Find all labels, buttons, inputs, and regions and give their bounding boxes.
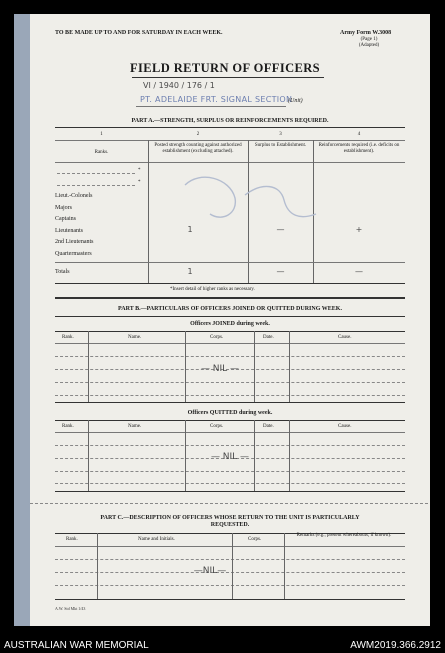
totals-reinforcements: — (355, 267, 363, 276)
part-b-heading-rule (55, 316, 405, 317)
col-number-4: 4 (357, 132, 361, 137)
part-b-top-rule (55, 297, 405, 299)
rank-captains: Captains (55, 216, 76, 222)
footer-accession-number: AWM2019.366.2912 (350, 640, 441, 651)
joined-divider-1 (88, 331, 89, 402)
quitted-divider-1 (88, 420, 89, 491)
return-number: VI / 1940 / 176 / 1 (143, 81, 215, 90)
totals-label: Totals (55, 269, 70, 275)
form-number: Army Form W.3008 (340, 30, 392, 36)
part-c-bottom-rule (55, 599, 405, 600)
blank-rank-marker-2: * (138, 180, 141, 185)
quitted-bottom-rule (55, 491, 405, 492)
joined-row-line-4 (55, 395, 405, 396)
quitted-row-line-4 (55, 483, 405, 484)
part-c-col-corps: Corps. (248, 537, 262, 542)
totals-posted: 1 (187, 267, 193, 276)
part-a-footnote: *Insert detail of higher ranks as necessary. (170, 287, 255, 292)
joined-top-rule (55, 331, 405, 332)
part-c-heading-line1: PART C.—DESCRIPTION OF OFFICERS WHOSE RETURN TO THE UNIT IS PARTICULARLY (100, 515, 360, 521)
col-header-reinforcements: Reinforcements required (i.e. deficits on establishment). (318, 143, 400, 154)
quitted-col-date: Date. (263, 424, 274, 429)
joined-bottom-rule (55, 402, 405, 403)
col-header-ranks: Ranks. (94, 150, 109, 155)
form-adapted: (Adapted) (358, 43, 380, 48)
joined-col-date: Date. (263, 335, 274, 340)
perforation-line (30, 503, 428, 504)
joined-col-rank: Rank. (62, 335, 74, 340)
unit-stamp: PT. ADELAIDE FRT. SIGNAL SECTION (140, 95, 293, 104)
col-number-3: 3 (279, 132, 282, 137)
quitted-row-line-3 (55, 471, 405, 472)
form-title: FIELD RETURN OF OFFICERS (129, 61, 321, 75)
part-c-header-rule (55, 546, 405, 547)
blank-rank-marker-1: * (138, 168, 141, 173)
footer-institution: AUSTRALIAN WAR MEMORIAL (4, 640, 149, 651)
col-number-2: 2 (196, 132, 200, 137)
unit-label: (Unit) (288, 98, 303, 104)
part-b-heading: PART B.—PARTICULARS OF OFFICERS JOINED OR QUITTED DURING WEEK. (118, 306, 342, 312)
quitted-col-rank: Rank. (62, 424, 74, 429)
quitted-header-rule (55, 432, 405, 433)
form-page: (Page 1) (360, 37, 378, 42)
quitted-heading: Officers QUITTED during week. (187, 410, 273, 416)
totals-surplus: — (276, 267, 285, 276)
quitted-top-rule (55, 420, 405, 421)
joined-header-rule (55, 343, 405, 344)
rank-lieut-colonels: Lieut.-Colonels (55, 193, 93, 199)
joined-col-cause: Cause. (338, 335, 352, 340)
quitted-row-line-1 (55, 445, 405, 446)
part-c-row-line-3 (55, 585, 405, 586)
part-c-divider-3 (284, 533, 285, 599)
col-header-posted-strength: Posted strength counting against authorized establishment (excluding attached). (154, 143, 242, 154)
part-c-divider-1 (97, 533, 98, 599)
quitted-divider-4 (289, 420, 290, 491)
part-c-col-name: Name and Initials. (138, 537, 175, 542)
rank-quartermasters: Quartermasters (55, 251, 92, 257)
col-number-1: 1 (100, 132, 103, 137)
lieutenants-posted: 1 (187, 225, 193, 234)
quitted-col-corps: Corps. (210, 424, 224, 429)
joined-heading: Officers JOINED during week. (190, 321, 270, 327)
joined-col-corps: Corps. (210, 335, 224, 340)
lieutenants-reinforcements: + (355, 225, 363, 234)
rank-majors: Majors (55, 205, 72, 211)
quitted-col-cause: Cause. (338, 424, 352, 429)
part-c-nil-entry: —NIL— (193, 566, 227, 576)
joined-row-line-1 (55, 356, 405, 357)
part-c-row-line-1 (55, 559, 405, 560)
joined-divider-4 (289, 331, 290, 402)
joined-nil-entry: — NIL — (200, 364, 240, 374)
part-a-heading: PART A.—STRENGTH, SURPLUS OR REINFORCEMENTS REQUIRED. (131, 118, 329, 124)
lieutenants-surplus: — (276, 225, 285, 234)
col-header-surplus: Surplus to Establishment. (254, 143, 307, 148)
part-c-heading-line2: REQUESTED. (210, 522, 250, 528)
joined-col-name: Name. (128, 335, 142, 340)
part-c-col-remarks: Remarks (e.g., present whereabouts, if known). (296, 533, 392, 538)
joined-row-line-3 (55, 382, 405, 383)
rank-2nd-lieutenants: 2nd Lieutenants (55, 239, 94, 245)
quitted-col-name: Name. (128, 424, 142, 429)
part-c-col-rank: Rank. (66, 537, 78, 542)
print-code: A.W. Std Mkt 1/43 (55, 606, 86, 611)
instruction-text: TO BE MADE UP TO AND FOR SATURDAY IN EACH WEEK. (55, 30, 223, 36)
quitted-nil-entry: — NIL — (210, 452, 250, 462)
rank-lieutenants: Lieutenants (55, 228, 83, 234)
